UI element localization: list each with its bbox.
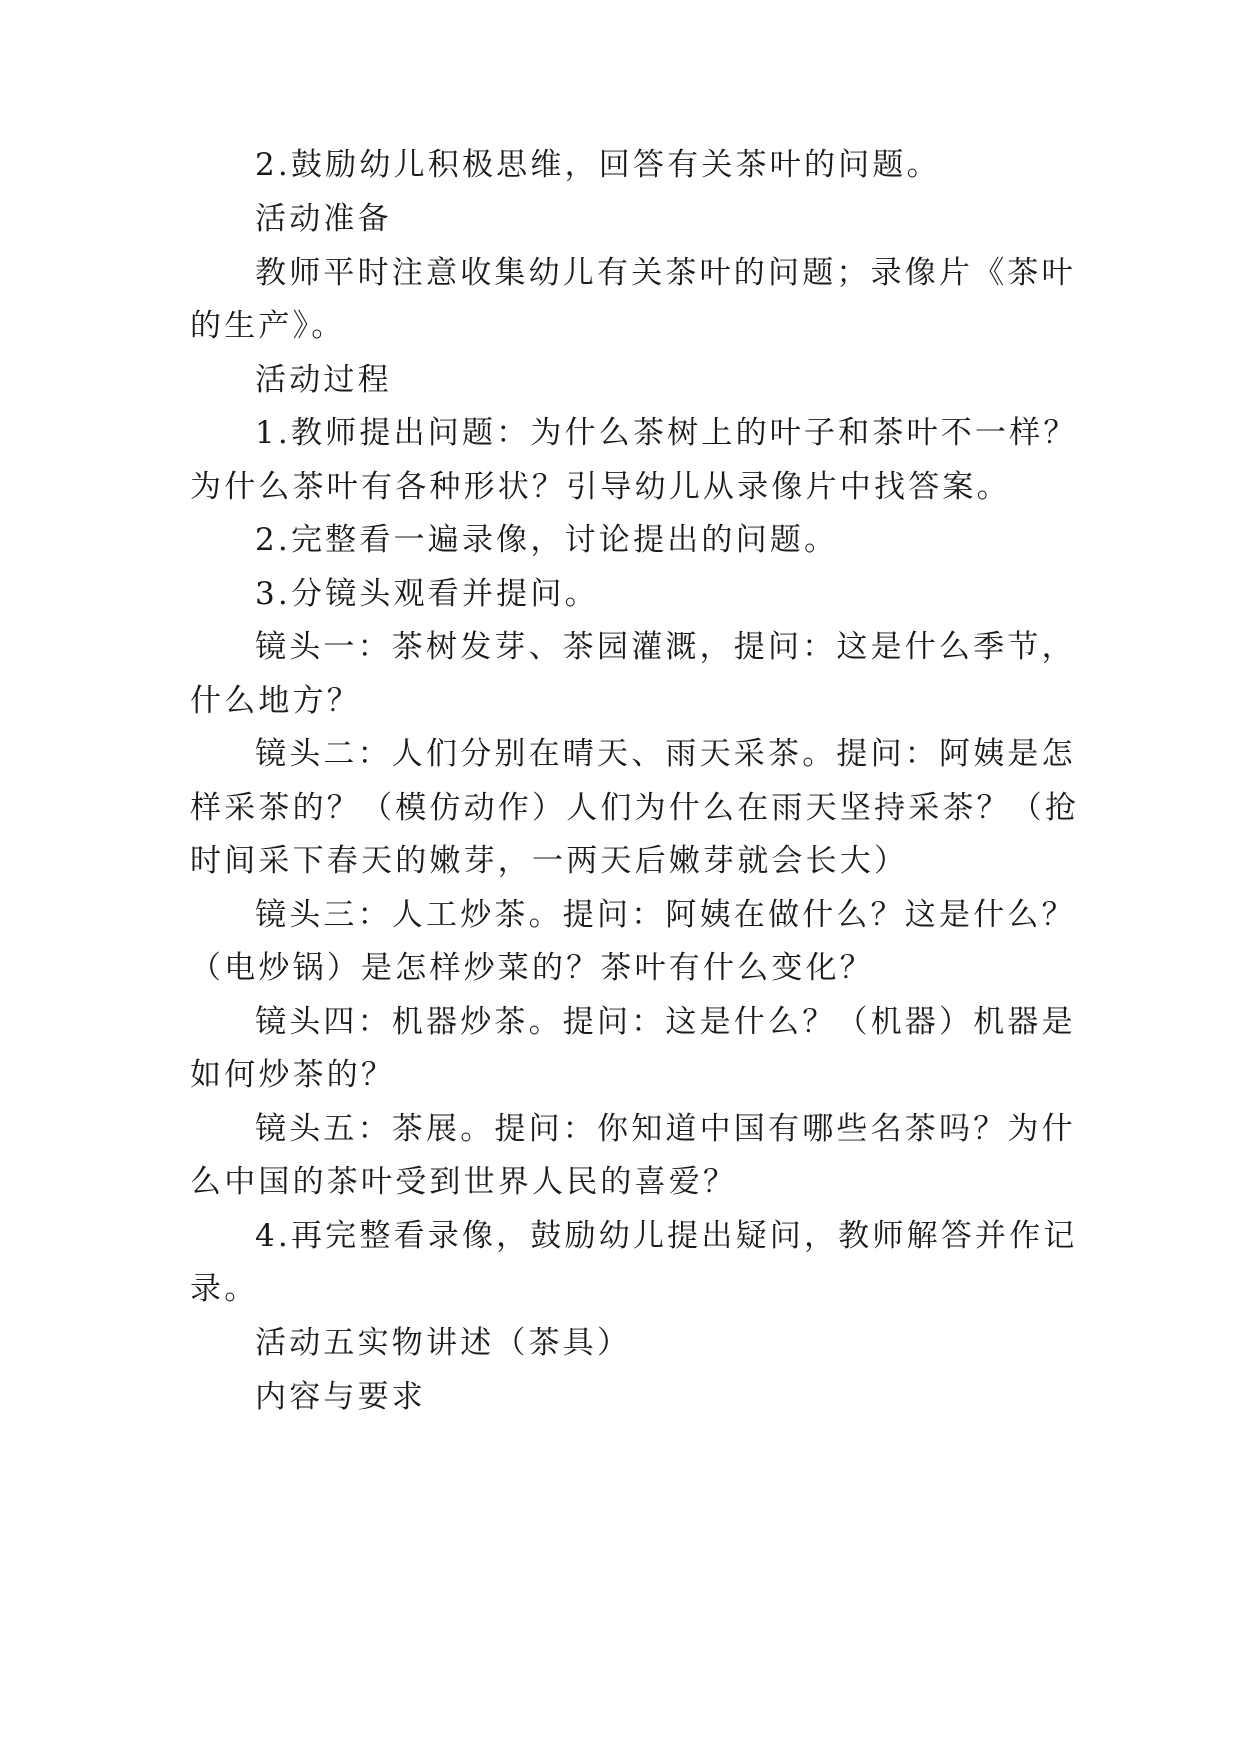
paragraph-line: 为什么茶叶有各种形状？引导幼儿从录像片中找答案。 xyxy=(190,469,1011,505)
section-heading: 活动过程 xyxy=(255,362,392,398)
paragraph-line: 1.教师提出问题：为什么茶树上的叶子和茶叶不一样？ xyxy=(255,415,1078,451)
paragraph-line: 镜头一：茶树发芽、茶园灌溉，提问：这是什么季节， xyxy=(255,629,1076,665)
section-heading: 活动准备 xyxy=(255,201,392,237)
paragraph-line: （电炒锅）是怎样炒菜的？茶叶有什么变化？ xyxy=(190,950,874,986)
paragraph-line: 录。 xyxy=(190,1271,259,1307)
paragraph-line: 2.鼓励幼儿积极思维，回答有关茶叶的问题。 xyxy=(255,147,941,183)
paragraph-line: 镜头三：人工炒茶。提问：阿姨在做什么？这是什么？ xyxy=(255,897,1076,933)
paragraph-line: 镜头五：茶展。提问：你知道中国有哪些名茶吗？为什 xyxy=(255,1111,1076,1147)
paragraph-line: 4.再完整看录像，鼓励幼儿提出疑问，教师解答并作记 xyxy=(255,1218,1078,1254)
section-heading: 内容与要求 xyxy=(255,1379,426,1415)
paragraph-line: 教师平时注意收集幼儿有关茶叶的问题；录像片《茶叶 xyxy=(255,255,1076,291)
paragraph-line: 镜头四：机器炒茶。提问：这是什么？（机器）机器是 xyxy=(255,1004,1076,1040)
section-heading: 活动五实物讲述（茶具） xyxy=(255,1325,632,1361)
paragraph-line: 如何炒茶的？ xyxy=(190,1057,396,1093)
paragraph-line: 的生产》。 xyxy=(190,308,346,344)
paragraph-line: 2.完整看一遍录像，讨论提出的问题。 xyxy=(255,522,839,558)
paragraph-line: 什么地方？ xyxy=(190,683,361,719)
paragraph-line: 么中国的茶叶受到世界人民的喜爱？ xyxy=(190,1164,738,1200)
paragraph-line: 3.分镜头观看并提问。 xyxy=(255,576,599,612)
paragraph-line: 时间采下春天的嫩芽，一两天后嫩芽就会长大） xyxy=(190,843,909,879)
paragraph-line: 样采茶的？（模仿动作）人们为什么在雨天坚持采茶？（抢 xyxy=(190,790,1080,826)
paragraph-line: 镜头二：人们分别在晴天、雨天采茶。提问：阿姨是怎 xyxy=(255,736,1076,772)
